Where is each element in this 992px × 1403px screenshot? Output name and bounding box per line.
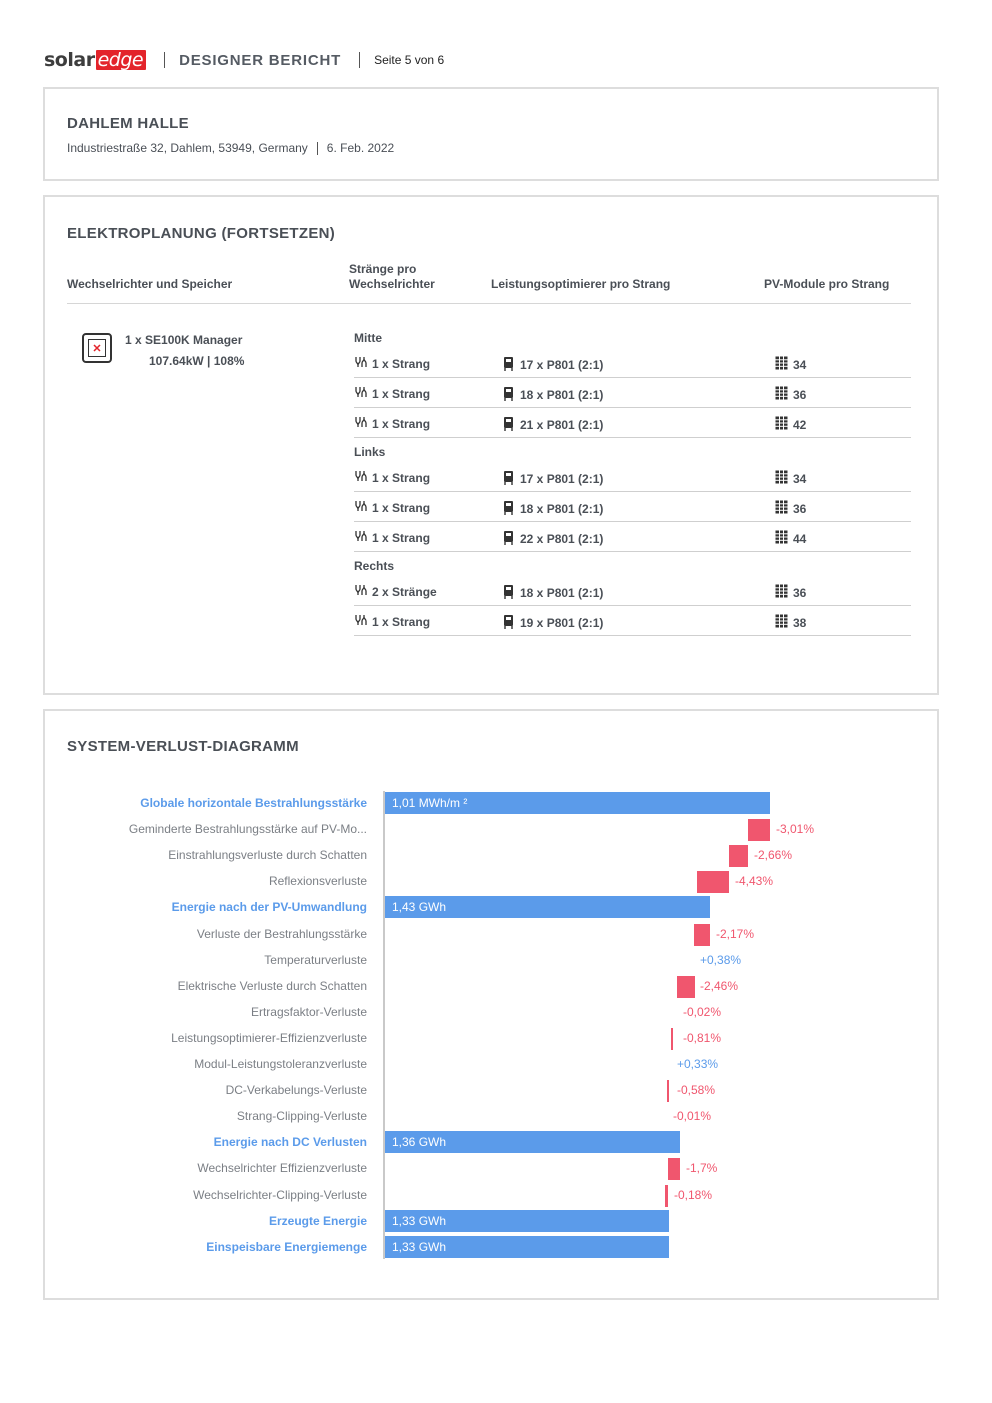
modules-count: 42 (793, 417, 807, 432)
strings-count: 1 x Strang (372, 356, 431, 371)
pv-module-icon (775, 356, 788, 373)
column-header-optimizers: Leistungsoptimierer pro Strang (491, 277, 671, 291)
string-row (354, 378, 911, 408)
loss-row (45, 1078, 937, 1104)
strings-count: 1 x Strang (372, 386, 431, 401)
optimizers-count: 19 x P801 (2:1) (520, 616, 604, 630)
loss-row (45, 1130, 937, 1156)
pv-module-icon (775, 470, 788, 487)
loss-percentage: -3,01% (776, 822, 815, 837)
loss-row (45, 1026, 937, 1052)
pv-module-icon (775, 386, 788, 403)
loss-row-label: Globale horizontale Bestrahlungsstärke (140, 796, 367, 810)
loss-row (45, 948, 937, 974)
string-row (354, 522, 911, 552)
system-loss-panel (43, 709, 939, 1300)
string-row (354, 408, 911, 438)
loss-row (45, 974, 937, 1000)
project-panel (43, 87, 939, 181)
total-bar (385, 896, 710, 918)
loss-row-label: Erzeugte Energie (268, 1213, 367, 1228)
solaredge-logo (44, 49, 146, 71)
logo-text-edge: edge (96, 50, 147, 70)
loss-row-label: Energie nach der PV-Umwandlung (171, 900, 367, 915)
string-icon (354, 470, 367, 485)
loss-row-label: Elektrische Verluste durch Schatten (177, 978, 367, 993)
string-icon (354, 500, 367, 515)
modules-count: 38 (793, 615, 807, 630)
string-row (354, 576, 911, 606)
modules-count: 44 (793, 531, 807, 546)
header-divider (359, 52, 360, 68)
strings-count: 1 x Strang (372, 470, 431, 485)
total-bar-label: 1,33 GWh (392, 1213, 447, 1228)
loss-bar (671, 1028, 673, 1050)
string-icon (354, 584, 367, 599)
loss-percentage: -0,01% (673, 1109, 712, 1124)
loss-percentage: -2,46% (700, 978, 739, 993)
inverter-name: 1 x SE100K Manager (125, 333, 243, 347)
pv-module-icon (775, 584, 788, 601)
optimizers-count: 17 x P801 (2:1) (520, 358, 604, 372)
column-header-strings (349, 262, 435, 292)
loss-bar (748, 819, 770, 841)
loss-percentage: -0,18% (674, 1187, 713, 1202)
loss-row (45, 1209, 937, 1235)
project-date: 6. Feb. 2022 (326, 141, 395, 155)
loss-row (45, 895, 937, 921)
loss-row-label: Temperaturverluste (264, 952, 367, 967)
loss-row (45, 869, 937, 895)
inverter-spec: 107.64kW | 108% (149, 354, 245, 368)
loss-row-label: DC-Verkabelungs-Verluste (225, 1083, 367, 1098)
optimizers-count: 17 x P801 (2:1) (520, 472, 604, 486)
loss-row (45, 1183, 937, 1209)
modules-count: 36 (793, 585, 807, 600)
column-header-modules: PV-Module pro Strang (764, 277, 890, 291)
page-indicator: Seite 5 von 6 (374, 53, 445, 67)
pv-module-icon (775, 416, 788, 433)
strings-count: 2 x Stränge (372, 584, 437, 599)
string-row (354, 462, 911, 492)
logo-text-solar: solar (44, 49, 95, 71)
optimizer-icon (502, 470, 515, 488)
loss-bar (697, 871, 729, 893)
section-title: ELEKTROPLANUNG (FORTSETZEN) (67, 225, 336, 242)
loss-bar (729, 845, 748, 867)
project-meta (67, 141, 394, 155)
optimizer-icon (502, 416, 515, 434)
optimizers-count: 21 x P801 (2:1) (520, 418, 604, 432)
gain-bar (694, 950, 697, 972)
loss-percentage: -0,58% (677, 1083, 716, 1098)
loss-bar (668, 1158, 680, 1180)
loss-bar (665, 1185, 668, 1207)
optimizer-icon (502, 500, 515, 518)
string-icon (354, 614, 367, 629)
string-group-label: Links (354, 445, 386, 459)
strings-count: 1 x Strang (372, 500, 431, 515)
loss-row (45, 1156, 937, 1182)
loss-row-label: Wechselrichter Effizienzverluste (197, 1161, 367, 1176)
optimizers-count: 18 x P801 (2:1) (520, 586, 604, 600)
loss-percentage: +0,33% (677, 1057, 719, 1071)
optimizer-icon (502, 356, 515, 374)
optimizers-count: 18 x P801 (2:1) (520, 502, 604, 516)
project-address: Industriestraße 32, Dahlem, 53949, Germany (67, 141, 308, 155)
loss-row-label: Wechselrichter-Clipping-Verluste (193, 1187, 367, 1202)
total-bar (385, 1236, 669, 1258)
string-icon (354, 386, 367, 401)
string-row (354, 348, 911, 378)
header-divider-line (67, 303, 911, 304)
total-bar-label: 1,43 GWh (392, 900, 447, 915)
optimizer-icon (502, 386, 515, 404)
string-group-label: Mitte (354, 331, 382, 345)
strings-count: 1 x Strang (372, 530, 431, 545)
string-group-label: Rechts (354, 559, 395, 573)
loss-row (45, 922, 937, 948)
modules-count: 34 (793, 357, 807, 372)
string-icon (354, 356, 367, 371)
total-bar-label: 1,33 GWh (392, 1239, 447, 1254)
string-icon (354, 416, 367, 431)
loss-row-label: Reflexionsverluste (268, 874, 367, 889)
optimizer-icon (502, 584, 515, 602)
loss-percentage: -2,66% (754, 848, 793, 863)
project-name: DAHLEM HALLE (67, 115, 189, 132)
loss-row-label: Energie nach DC Verlusten (213, 1135, 367, 1150)
loss-row-label: Verluste der Bestrahlungsstärke (196, 926, 367, 941)
loss-row-label: Einspeisbare Energiemenge (206, 1239, 367, 1254)
loss-row-label: Ertragsfaktor-Verluste (250, 1004, 367, 1019)
loss-row (45, 843, 937, 869)
modules-count: 36 (793, 501, 807, 516)
column-header-strings-line2: Wechselrichter (349, 277, 435, 291)
loss-row (45, 791, 937, 817)
loss-row-label: Geminderte Bestrahlungsstärke auf PV-Mo... (128, 822, 367, 837)
optimizers-count: 18 x P801 (2:1) (520, 388, 604, 402)
loss-row-label: Strang-Clipping-Verluste (236, 1109, 367, 1124)
column-header-strings-line1: Stränge pro (349, 262, 417, 276)
loss-percentage: -4,43% (735, 874, 774, 889)
inverter-icon: ✕ (82, 333, 112, 363)
loss-row-label: Leistungsoptimierer-Effizienzverluste (171, 1030, 367, 1045)
modules-count: 34 (793, 471, 807, 486)
pv-module-icon (775, 500, 788, 517)
strings-count: 1 x Strang (372, 614, 431, 629)
gain-bar (671, 1054, 674, 1076)
string-row (354, 492, 911, 522)
loss-row (45, 817, 937, 843)
loss-percentage: -1,7% (686, 1161, 718, 1176)
loss-bar (667, 1080, 669, 1102)
optimizer-icon (502, 614, 515, 632)
optimizers-count: 22 x P801 (2:1) (520, 532, 604, 546)
total-bar (385, 792, 770, 814)
section-title: SYSTEM-VERLUST-DIAGRAMM (67, 738, 299, 755)
total-bar-label: 1,36 GWh (392, 1135, 447, 1150)
total-bar (385, 1210, 669, 1232)
elektroplanung-panel (43, 195, 939, 695)
header-divider (164, 52, 165, 68)
loss-row (45, 1235, 937, 1261)
loss-percentage: +0,38% (700, 952, 742, 967)
loss-row (45, 1000, 937, 1026)
total-bar (385, 1131, 680, 1153)
string-icon (354, 530, 367, 545)
optimizer-icon (502, 530, 515, 548)
loss-row (45, 1104, 937, 1130)
loss-row-label: Einstrahlungsverluste durch Schatten (168, 848, 367, 863)
report-header (44, 46, 444, 74)
loss-row (45, 1052, 937, 1078)
modules-count: 36 (793, 387, 807, 402)
loss-percentage: -0,81% (683, 1030, 722, 1045)
pv-module-icon (775, 530, 788, 547)
loss-percentage: -0,02% (683, 1004, 722, 1019)
total-bar-label: 1,01 MWh/m ² (392, 796, 468, 810)
loss-bar (677, 976, 695, 998)
loss-bar (694, 924, 710, 946)
pv-module-icon (775, 614, 788, 631)
loss-percentage: -2,17% (716, 926, 755, 941)
report-title: DESIGNER BERICHT (179, 51, 342, 69)
strings-count: 1 x Strang (372, 416, 431, 431)
string-row (354, 606, 911, 636)
meta-divider (317, 142, 318, 155)
loss-row-label: Modul-Leistungstoleranzverluste (194, 1057, 367, 1071)
column-header-inverter: Wechselrichter und Speicher (67, 277, 233, 291)
